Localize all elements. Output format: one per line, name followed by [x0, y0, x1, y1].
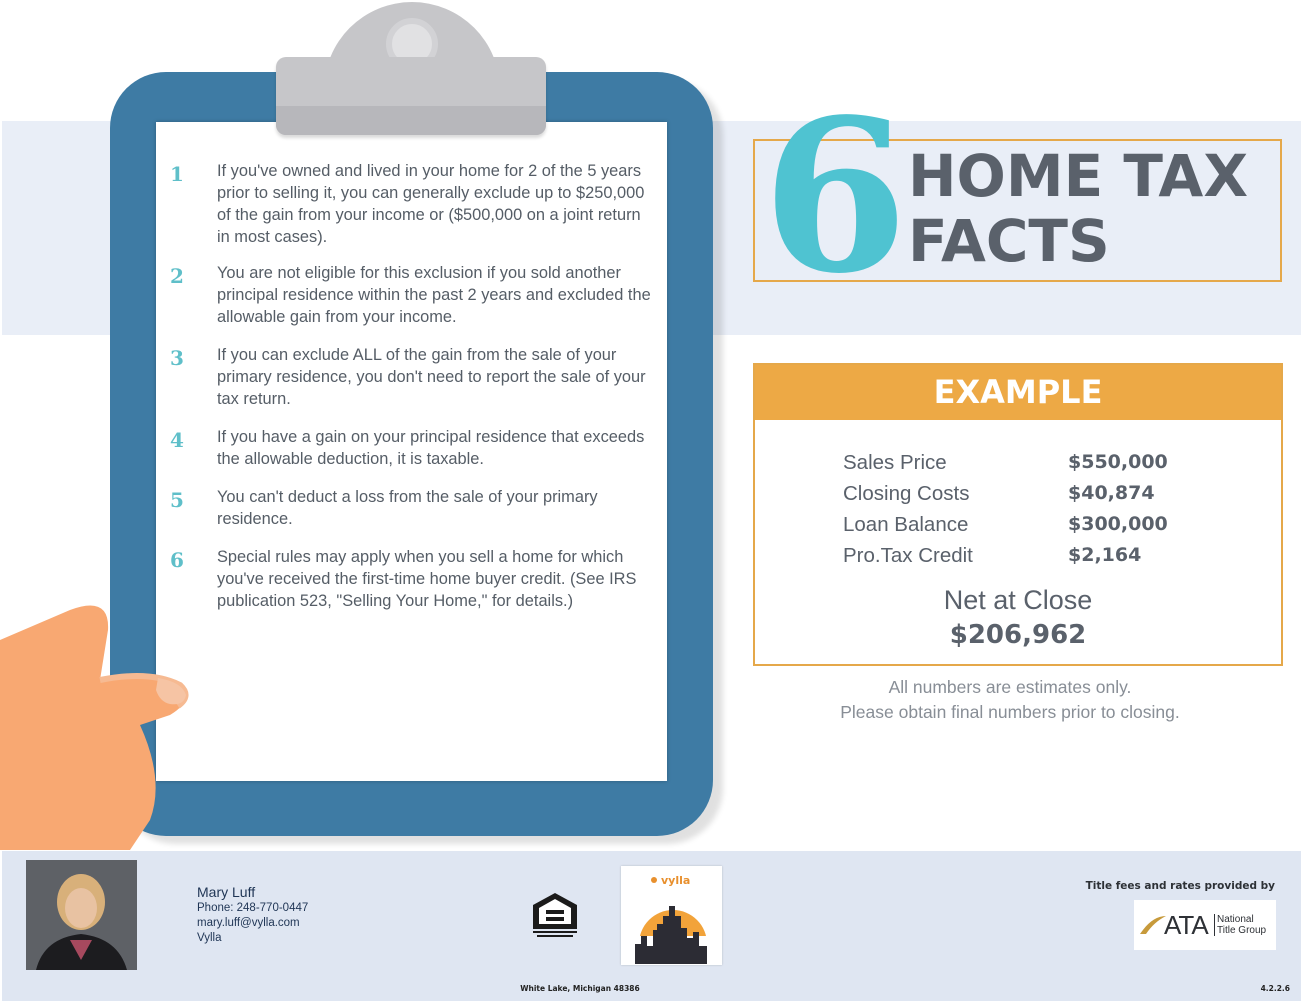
- example-row-label: Loan Balance: [843, 513, 969, 536]
- fact-text: You can't deduct a loss from the sale of your primary residence.: [217, 488, 598, 528]
- fact-text: If you can exclude ALL of the gain from the sale of your primary residence, you don't need to report the sale of your tax return.: [217, 346, 646, 408]
- vylla-logo-text: vylla: [661, 874, 691, 887]
- fact-number: 5: [170, 488, 184, 512]
- ata-logo-subtitle-line: National: [1217, 914, 1254, 925]
- fact-number: 6: [170, 548, 184, 572]
- ata-logo-subtitle-line: Title Group: [1217, 925, 1267, 936]
- title-provider-caption: Title fees and rates provided by: [1085, 880, 1275, 892]
- ata-logo: [1134, 900, 1276, 950]
- fact-text: If you've owned and lived in your home for 2 of the 5 years prior to selling it, you can generally exclude up to $250,000 of the gain from your income or ($500,000 on a joint return in most cases).: [217, 162, 645, 246]
- agent-photo: [26, 860, 137, 970]
- example-row-value: $550,000: [1068, 451, 1168, 473]
- equal-housing-opportunity-icon: [529, 891, 581, 939]
- agent-name: Mary Luff: [197, 884, 256, 900]
- agent-company: Vylla: [197, 932, 222, 944]
- title-line-1: HOME TAX: [908, 142, 1249, 210]
- fact-number: 2: [170, 264, 184, 288]
- ata-logo-subtitle: [1214, 914, 1266, 936]
- vylla-logo-card: [621, 866, 722, 965]
- ata-logo-text: ATA: [1164, 910, 1208, 940]
- title-number: 6: [762, 73, 903, 320]
- example-row-value: $300,000: [1068, 513, 1168, 535]
- fact-text: If you have a gain on your principal residence that exceeds the allowable deduction, it is taxable.: [217, 428, 645, 468]
- net-at-close-value: $206,962: [949, 620, 1087, 650]
- fact-text: You are not eligible for this exclusion if you sold another principal residence within the past 2 years and excluded the allowable gain from your income.: [217, 264, 651, 326]
- example-row-label: Closing Costs: [843, 482, 970, 505]
- example-box: [753, 363, 1283, 666]
- agent-email[interactable]: mary.luff@vylla.com: [197, 917, 300, 929]
- example-row-label: Sales Price: [843, 451, 947, 474]
- fact-text: Special rules may apply when you sell a home for which you've received the first-time home buyer credit. (See IRS publication 523, "Selling Your Home," for details.): [217, 548, 637, 610]
- fact-number: 4: [170, 428, 184, 452]
- title-line-2: FACTS: [908, 207, 1110, 275]
- clipboard-clip-shadow: [276, 106, 546, 135]
- disclaimer-line-2: Please obtain final numbers prior to closing.: [840, 702, 1180, 722]
- version-number: 4.2.2.6: [1260, 984, 1290, 993]
- office-address: White Lake, Michigan 48386: [520, 984, 640, 993]
- fact-number: 1: [170, 162, 184, 186]
- agent-phone[interactable]: Phone: 248-770-0447: [197, 902, 309, 914]
- fact-number: 3: [170, 346, 184, 370]
- example-row-value: $2,164: [1068, 544, 1142, 566]
- example-row-value: $40,874: [1068, 482, 1155, 504]
- vylla-skyline-icon: [621, 866, 722, 965]
- example-row-label: Pro.Tax Credit: [843, 544, 973, 567]
- disclaimer-line-1: All numbers are estimates only.: [888, 677, 1132, 697]
- example-heading: EXAMPLE: [755, 365, 1281, 420]
- net-at-close-label: Net at Close: [943, 585, 1093, 615]
